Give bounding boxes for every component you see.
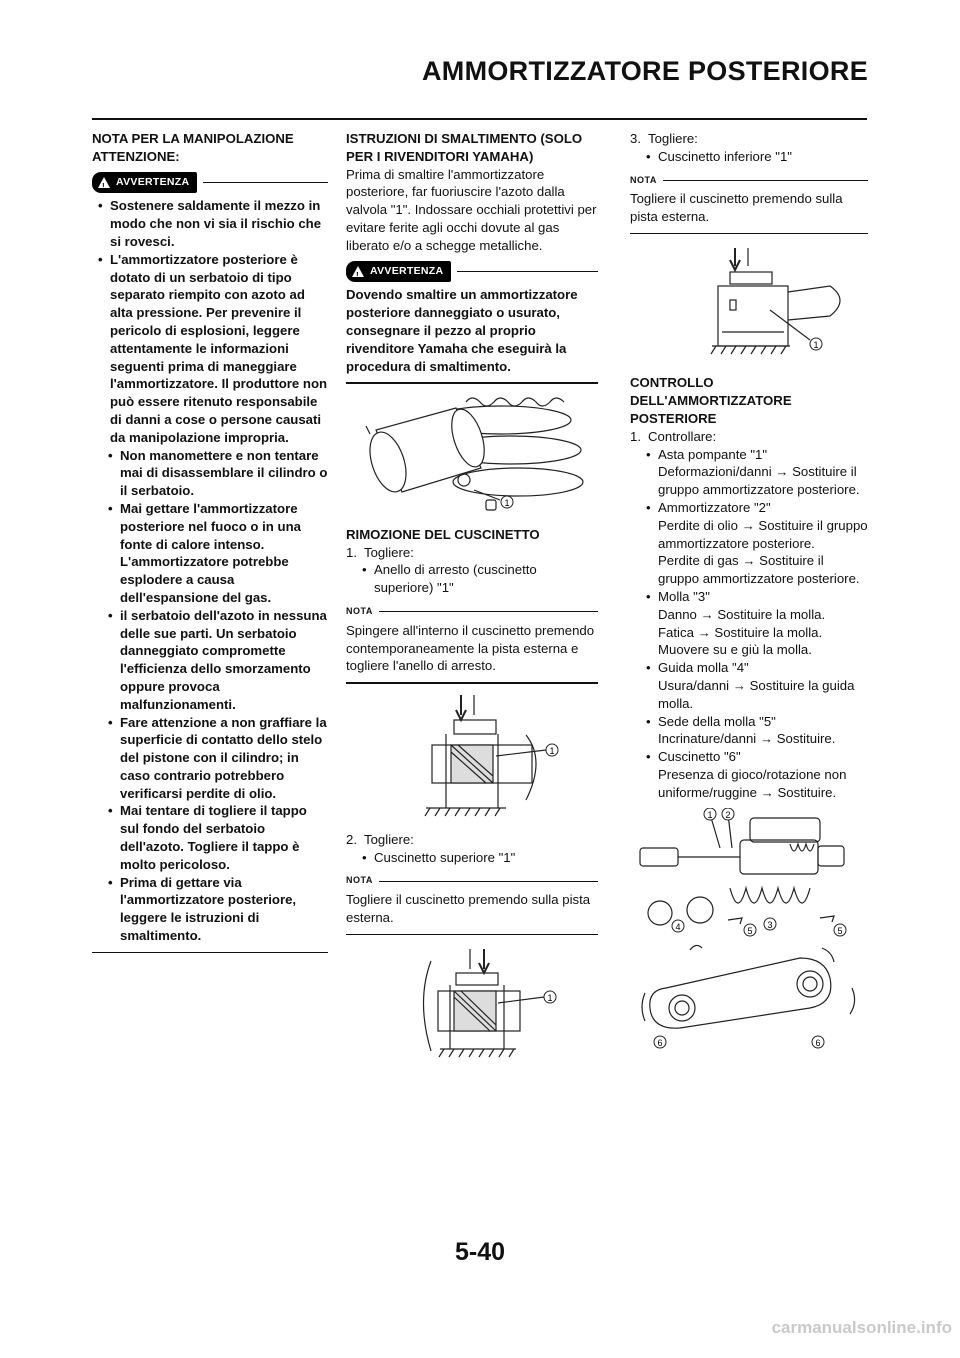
- disposal-intro: Prima di smaltire l'ammortizzatore posteriore, far fuoriuscire l'azoto dalla valvola "1". Indossare occhiali protettivi per evitare ferite agli occhi dovute al gas liberato e/o a schegge metalliche.: [346, 166, 597, 253]
- list-item: • Mai tentare di togliere il tappo sul fondo del serbatoio dell'azoto. Togliere il tappo è molto pericoloso.: [92, 802, 328, 873]
- disposal-heading: ISTRUZIONI DI SMALTIMENTO (SOLO PER I RIVENDITORI YAMAHA): [346, 131, 583, 164]
- nota-header: NOTA: [346, 603, 598, 621]
- list-item: • Prima di gettare via l'ammortizzatore posteriore, leggere le istruzioni di smaltimento.: [92, 874, 328, 945]
- list-item: • Cuscinetto inferiore "1": [630, 148, 868, 166]
- step1-text: Togliere:: [364, 544, 414, 560]
- warning-header: [92, 172, 328, 194]
- column-inspection: 3. Togliere: • Cuscinetto inferiore "1" NOTA Togliere il cuscinetto premendo sulla pista esterna. 1 CONTROLLO DELL'AMMORTIZZATORE POSTERIORE 1. Controllare: • Asta pompante "1" Deformazioni/danni → Sostituire il gruppo ammortizzatore posteriore. • Ammortizzatore "2" Perdite di olio → Sostituire il gruppo ammortizzatore posteriore. Perdite di gas → Sostituire il gruppo ammortizzatore posteriore. • Molla "3" Danno → Sostituire la molla. Fatica → Sostituire la molla. Muovere su e giù la molla. • Guida molla "4" Usura/danni → Sostituire la guida molla. • Sede della molla "5" Incrinature/danni → Sostituire. • Cuscinetto "6" Presenza di gioco/rotazione non uniforme/ruggine → Sostituire. 1 2 3 4 5 5 6 6: [630, 130, 868, 1064]
- list-item: • Guida molla "4" Usura/danni → Sostituire la guida molla.: [630, 659, 868, 712]
- nota-header: NOTA: [346, 872, 598, 890]
- list-item: • Sostenere saldamente il mezzo in modo che non vi sia il rischio che si rovesci.: [92, 197, 328, 250]
- shock-valve-figure: [346, 390, 598, 520]
- warning-triangle-icon: !: [98, 177, 110, 188]
- svg-text:2: 2: [725, 809, 731, 820]
- svg-text:3: 3: [767, 919, 773, 930]
- page-number: 5-40: [454, 1238, 506, 1266]
- inspection-heading: CONTROLLO DELL'AMMORTIZZATORE POSTERIORE: [630, 375, 792, 427]
- column-disposal: ISTRUZIONI DI SMALTIMENTO (SOLO PER I RIVENDITORI YAMAHA) Prima di smaltire l'ammortizzatore posteriore, far fuoriuscire l'azoto dalla valvola "1". Indossare occhiali protettivi per evitare ferite agli occhi dovute al gas liberato e/o a schegge metalliche. ! AVVERTENZA Dovendo smaltire un ammortizzatore posteriore danneggiato o usurato, consegnare il pezzo al proprio rivenditore Yamaha che eseguirà la procedura di smaltimento. 1 RIMOZIONE DEL CUSCINETTO 1. Togliere: • Anello di arresto (cuscinetto superiore) "1" NOTA Spingere all'interno il cuscinetto premendo contemporaneamente la pista esterna e togliere l'anello di arresto. 1 2. Togliere: • Cuscinetto superiore "1" NOTA Togliere il cuscinetto premendo sulla pista esterna. 1: [346, 130, 598, 1067]
- svg-text:6: 6: [657, 1037, 663, 1048]
- bearing-press-figure-2: [346, 941, 598, 1061]
- bearing-press-figure-1: [346, 690, 598, 825]
- check-text: Controllare:: [648, 428, 717, 444]
- list-item: • Anello di arresto (cuscinetto superiore) "1": [346, 561, 598, 597]
- svg-text:1: 1: [547, 993, 553, 1004]
- warning-badge: ! AVVERTENZA: [92, 172, 197, 194]
- bearing-removal-heading: RIMOZIONE DEL CUSCINETTO: [346, 526, 540, 542]
- callout-1: 1: [504, 497, 510, 508]
- footer-watermark: carmanualsonline.info: [771, 1318, 952, 1337]
- list-item: • Ammortizzatore "2" Perdite di olio → Sostituire il gruppo ammortizzatore posteriore. Perdite di gas → Sostituire il gruppo ammortizzatore posteriore.: [630, 499, 868, 588]
- list-item: • Molla "3" Danno → Sostituire la molla. Fatica → Sostituire la molla. Muovere su e giù la molla.: [630, 588, 868, 659]
- svg-text:5: 5: [747, 925, 753, 936]
- svg-text:1: 1: [549, 745, 555, 756]
- list-item: • Non manomettere e non tentare mai di disassemblare il cilindro o il serbatoio.: [92, 447, 328, 500]
- handling-sub-bullets: [92, 447, 328, 945]
- top-rule: [92, 118, 867, 120]
- list-item: • Cuscinetto "6" Presenza di gioco/rotazione non uniforme/ruggine → Sostituire.: [630, 748, 868, 801]
- svg-text:6: 6: [815, 1037, 821, 1048]
- bearing-press-figure-3: [630, 240, 868, 368]
- svg-text:4: 4: [675, 921, 681, 932]
- warning-triangle-icon: !: [352, 266, 364, 277]
- list-item: • L'ammortizzatore posteriore è dotato di un serbatoio di tipo separato riempito con azoto ad alta pressione. Per prevenire il pericolo di esplosioni, leggere attentamente le informazioni seguenti prima di maneggiare l'ammortizzatore. Il produttore non può essere ritenuto responsabile di danni a cose o persone causati da manipolazione impropria.: [92, 251, 328, 447]
- warning-badge: ! AVVERTENZA: [346, 261, 451, 283]
- nota-header: NOTA: [630, 172, 868, 190]
- nota2-text: Togliere il cuscinetto premendo sulla pista esterna.: [346, 892, 591, 925]
- warning-header: [346, 261, 598, 283]
- list-item: • Sede della molla "5" Incrinature/danni → Sostituire.: [630, 713, 868, 749]
- column-handling-notes: [92, 130, 328, 953]
- page-title: AMMORTIZZATORE POSTERIORE: [422, 56, 868, 86]
- handling-bullets: [92, 197, 328, 446]
- inspection-items: [630, 446, 868, 802]
- list-item: • il serbatoio dell'azoto in nessuna delle sue parti. Un serbatoio danneggiato compromette l'efficienza dello smorzamento oppure provoca malfunzionamenti.: [92, 607, 328, 714]
- list-item: • Mai gettare l'ammortizzatore posteriore nel fuoco o in una fonte di calore intenso. L'ammortizzatore potrebbe esplodere a causa dell'espansione del gas.: [92, 500, 328, 607]
- list-item: • Cuscinetto superiore "1": [346, 849, 598, 867]
- nota3-text: Togliere il cuscinetto premendo sulla pista esterna.: [630, 191, 843, 225]
- list-item: • Asta pompante "1" Deformazioni/danni → Sostituire il gruppo ammortizzatore posteriore.: [630, 446, 868, 499]
- step2-text: Togliere:: [364, 831, 414, 847]
- step3-text: Togliere:: [648, 131, 698, 146]
- handling-heading: NOTA PER LA MANIPOLAZIONE ATTENZIONE:: [92, 131, 294, 164]
- disposal-warning-text: Dovendo smaltire un ammortizzatore posteriore danneggiato o usurato, consegnare il pezzo al proprio rivenditore Yamaha che eseguirà la procedura di smaltimento.: [346, 287, 578, 374]
- list-item: • Fare attenzione a non graffiare la superficie di contatto dello stelo del pistone con il cilindro; in caso contrario potrebbero verificarsi perdite di olio.: [92, 714, 328, 803]
- svg-text:5: 5: [837, 925, 843, 936]
- svg-text:1: 1: [707, 809, 713, 820]
- shock-components-figure: [630, 808, 868, 1058]
- svg-text:1: 1: [813, 340, 819, 351]
- nota1-text: Spingere all'interno il cuscinetto premendo contemporaneamente la pista esterna e togliere l'anello di arresto.: [346, 622, 595, 674]
